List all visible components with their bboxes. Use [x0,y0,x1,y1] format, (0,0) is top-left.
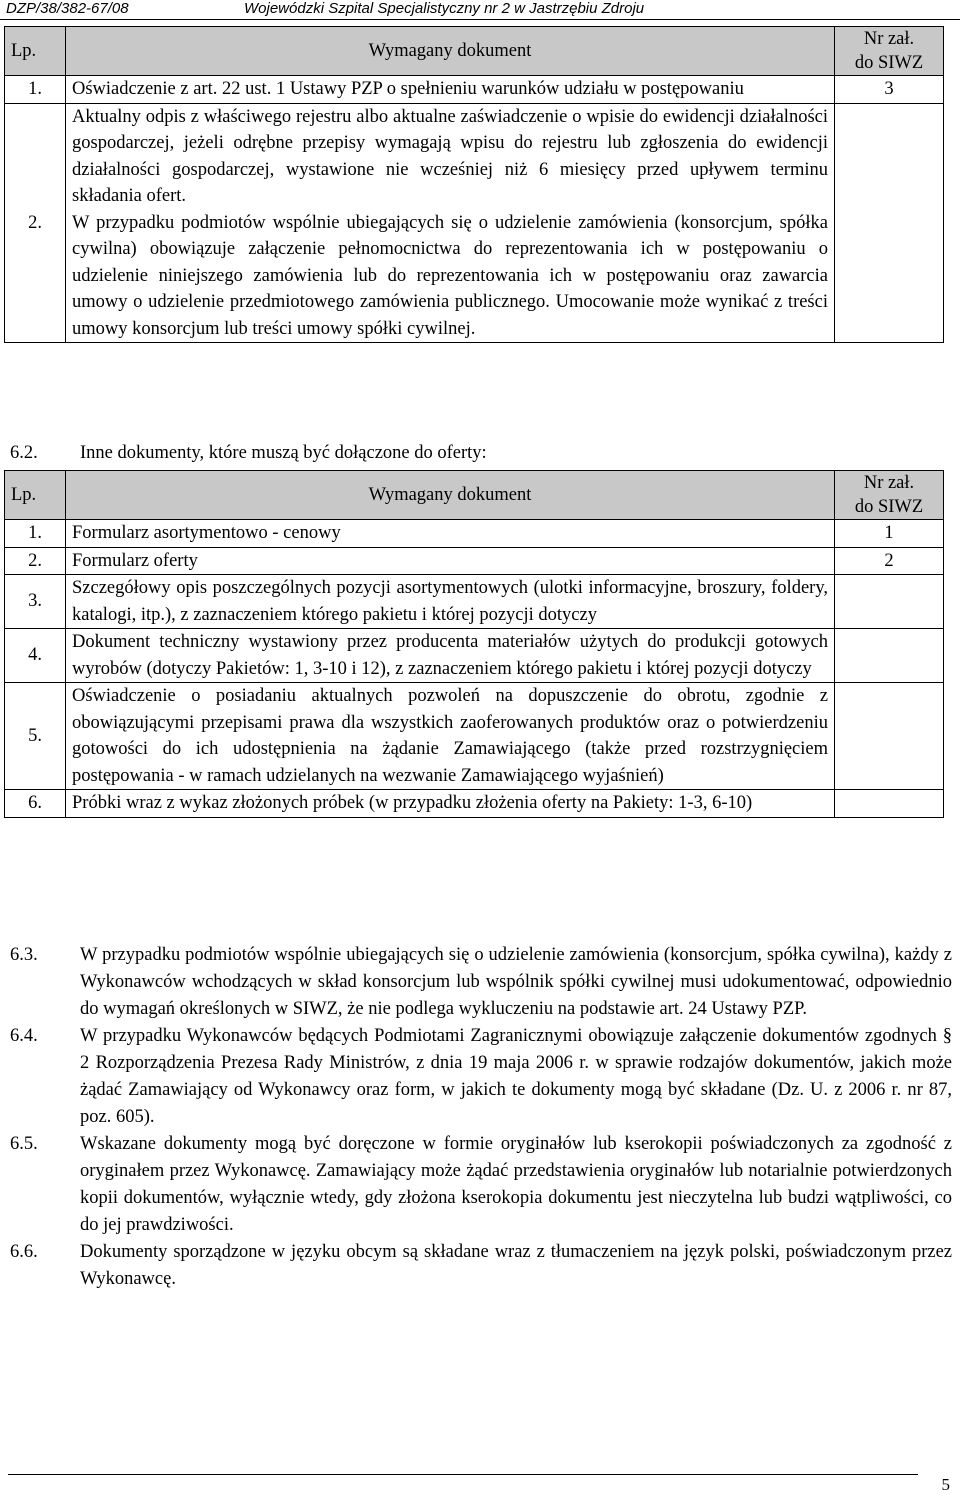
row-attachment-number: 2 [835,547,944,575]
numbered-paragraphs [10,942,952,1293]
table-row [5,103,944,343]
row-number: 4. [5,629,66,683]
paragraph-6-3 [10,942,952,1023]
paragraph-6-4 [10,1023,952,1131]
row-attachment-number: 1 [835,520,944,548]
row-attachment-number [835,575,944,629]
section-number: 6.2. [10,443,38,463]
row-document: Szczegółowy opis poszczególnych pozycji asortymentowych (ulotki informacyjne, broszury, foldery, katalogi, itp.), z zaznaczeniem którego pakietu i której pozycji dotyczy [66,575,835,629]
table-row [5,575,944,629]
row-attachment-number [835,629,944,683]
row-document: Dokument techniczny wystawiony przez producenta materiałów użytych do produkcji gotowych wyrobów (dotyczy Pakietów: 1, 3-10 i 12), z zaznaczeniem którego pakietu i której pozycji dotyczy [66,629,835,683]
column-header-attachment-line2: do SIWZ [854,53,924,73]
paragraph-text: Dokumenty sporządzone w języku obcym są składane wraz z tłumaczeniem na język polski, poświadczonym przez Wykonawcę. [80,1242,952,1289]
paragraph-text: W przypadku podmiotów wspólnie ubiegających się o udzielenie zamówienia (konsorcjum, spółka cywilna), każdy z Wykonawców wchodzących w skład konsorcjum lub wspólnik spółki cywilnej musi udokumentować, odpowiednio do wymagań określonych w SIWZ, że nie podlega wykluczeniu na podstawie art. 24 Ustawy PZP. [80,945,952,1019]
row-document-cell [66,103,835,343]
row-document: Formularz oferty [66,547,835,575]
column-header-attachment-no [835,27,944,76]
table-row [5,629,944,683]
page-header [0,0,960,20]
document-reference: DZP/38/382-67/08 [6,0,129,17]
paragraph-number: 6.3. [10,945,38,965]
column-header-attachment-line1: Nr zał. [863,473,915,493]
institution-name: Wojewódzki Szpital Specjalistyczny nr 2 w Jastrzębiu Zdroju [244,0,645,17]
paragraph-text: W przypadku Wykonawców będących Podmiotami Zagranicznymi obowiązuje załączenie dokumentów zgodnych § 2 Rozporządzenia Prezesa Rady Ministrów, z dnia 19 maja 2006 r. w sprawie rodzajów dokumentów, jakich może żądać Zamawiający od Wykonawcy oraz form, w jakich te dokumenty mogą być składane (Dz. U. z 2006 r. nr 87, poz. 605). [80,1026,952,1127]
row-number: 3. [5,575,66,629]
column-header-attachment-line1: Nr zał. [863,29,915,49]
row-document: Aktualny odpis z właściwego rejestru albo aktualne zaświadczenie o wpisie do ewidencji działalności gospodarczej, jeżeli odrębne przepisy wymagają wpisu do rejestru lub zgłoszenia do ewidencji działalności gospodarczej, wystawione nie wcześniej niż 6 miesięcy przed upływem terminu składania ofert. [72,106,828,206]
paragraph-6-5 [10,1131,952,1239]
table-header-row [5,471,944,520]
row-number: 1. [5,520,66,548]
column-header-document: Wymagany dokument [66,27,835,76]
paragraph-number: 6.5. [10,1134,38,1154]
row-number: 1. [5,76,66,104]
row-attachment-number: 3 [835,76,944,104]
paragraph-number: 6.4. [10,1026,38,1046]
row-attachment-number [835,683,944,790]
page-number: 5 [941,1475,950,1494]
table-row [5,76,944,104]
section-title: Inne dokumenty, które muszą być dołączone do oferty: [80,443,487,463]
table-row [5,520,944,548]
column-header-lp: Lp. [5,27,66,76]
row-document: Próbki wraz z wykaz złożonych próbek (w przypadku złożenia oferty na Pakiety: 1-3, 6-10) [66,790,835,818]
row-number: 5. [5,683,66,790]
row-number: 2. [5,547,66,575]
table-row [5,547,944,575]
column-header-attachment-no [835,471,944,520]
table-row [5,683,944,790]
column-header-attachment-line2: do SIWZ [854,497,924,517]
row-number: 2. [5,103,66,343]
column-header-document: Wymagany dokument [66,471,835,520]
row-document: Oświadczenie o posiadaniu aktualnych pozwoleń na dopuszczenie do obrotu, zgodnie z obowiązującymi przepisami prawa dla wszystkich zaoferowanych produktów oraz o potwierdzeniu gotowości do ich udostępnienia na żądanie Zamawiającego (także przed rozstrzygnięciem postępowania - w ramach udzielanych na wezwanie Zamawiającego wyjaśnień) [66,683,835,790]
paragraph-number: 6.6. [10,1242,38,1262]
footer-divider [8,1474,918,1475]
column-header-lp: Lp. [5,471,66,520]
row-document: Formularz asortymentowo - cenowy [66,520,835,548]
required-documents-table [4,26,944,343]
other-documents-table [4,470,944,818]
row-attachment-number [835,103,944,343]
table-header-row [5,27,944,76]
row-document: Oświadczenie z art. 22 ust. 1 Ustawy PZP o spełnieniu warunków udziału w postępowaniu [66,76,835,104]
section-6-2-heading [10,440,487,466]
row-attachment-number [835,790,944,818]
row-document-note: W przypadku podmiotów wspólnie ubiegających się o udzielenie zamówienia (konsorcjum, spółka cywilna) obowiązuje załączenie pełnomocnictwa do reprezentowania ich w postępowaniu o udzielenie niniejszego zamówienia lub do reprezentowania ich w postępowaniu oraz zawarcia umowy o udzielenie przedmiotowego zamówienia publicznego. Umocowanie może wynikać z treści umowy konsorcjum lub treści umowy spółki cywilnej. [72,212,828,339]
table-row [5,790,944,818]
paragraph-6-6 [10,1239,952,1293]
paragraph-text: Wskazane dokumenty mogą być doręczone w formie oryginałów lub kserokopii poświadczonych za zgodność z oryginałem przez Wykonawcę. Zamawiający może żądać przedstawienia oryginałów lub notarialnie potwierdzonych kopii dokumentów, wyłącznie wtedy, gdy złożona kserokopia dokumentu jest nieczytelna lub budzi wątpliwości, co do jej prawdziwości. [80,1134,952,1235]
row-number: 6. [5,790,66,818]
